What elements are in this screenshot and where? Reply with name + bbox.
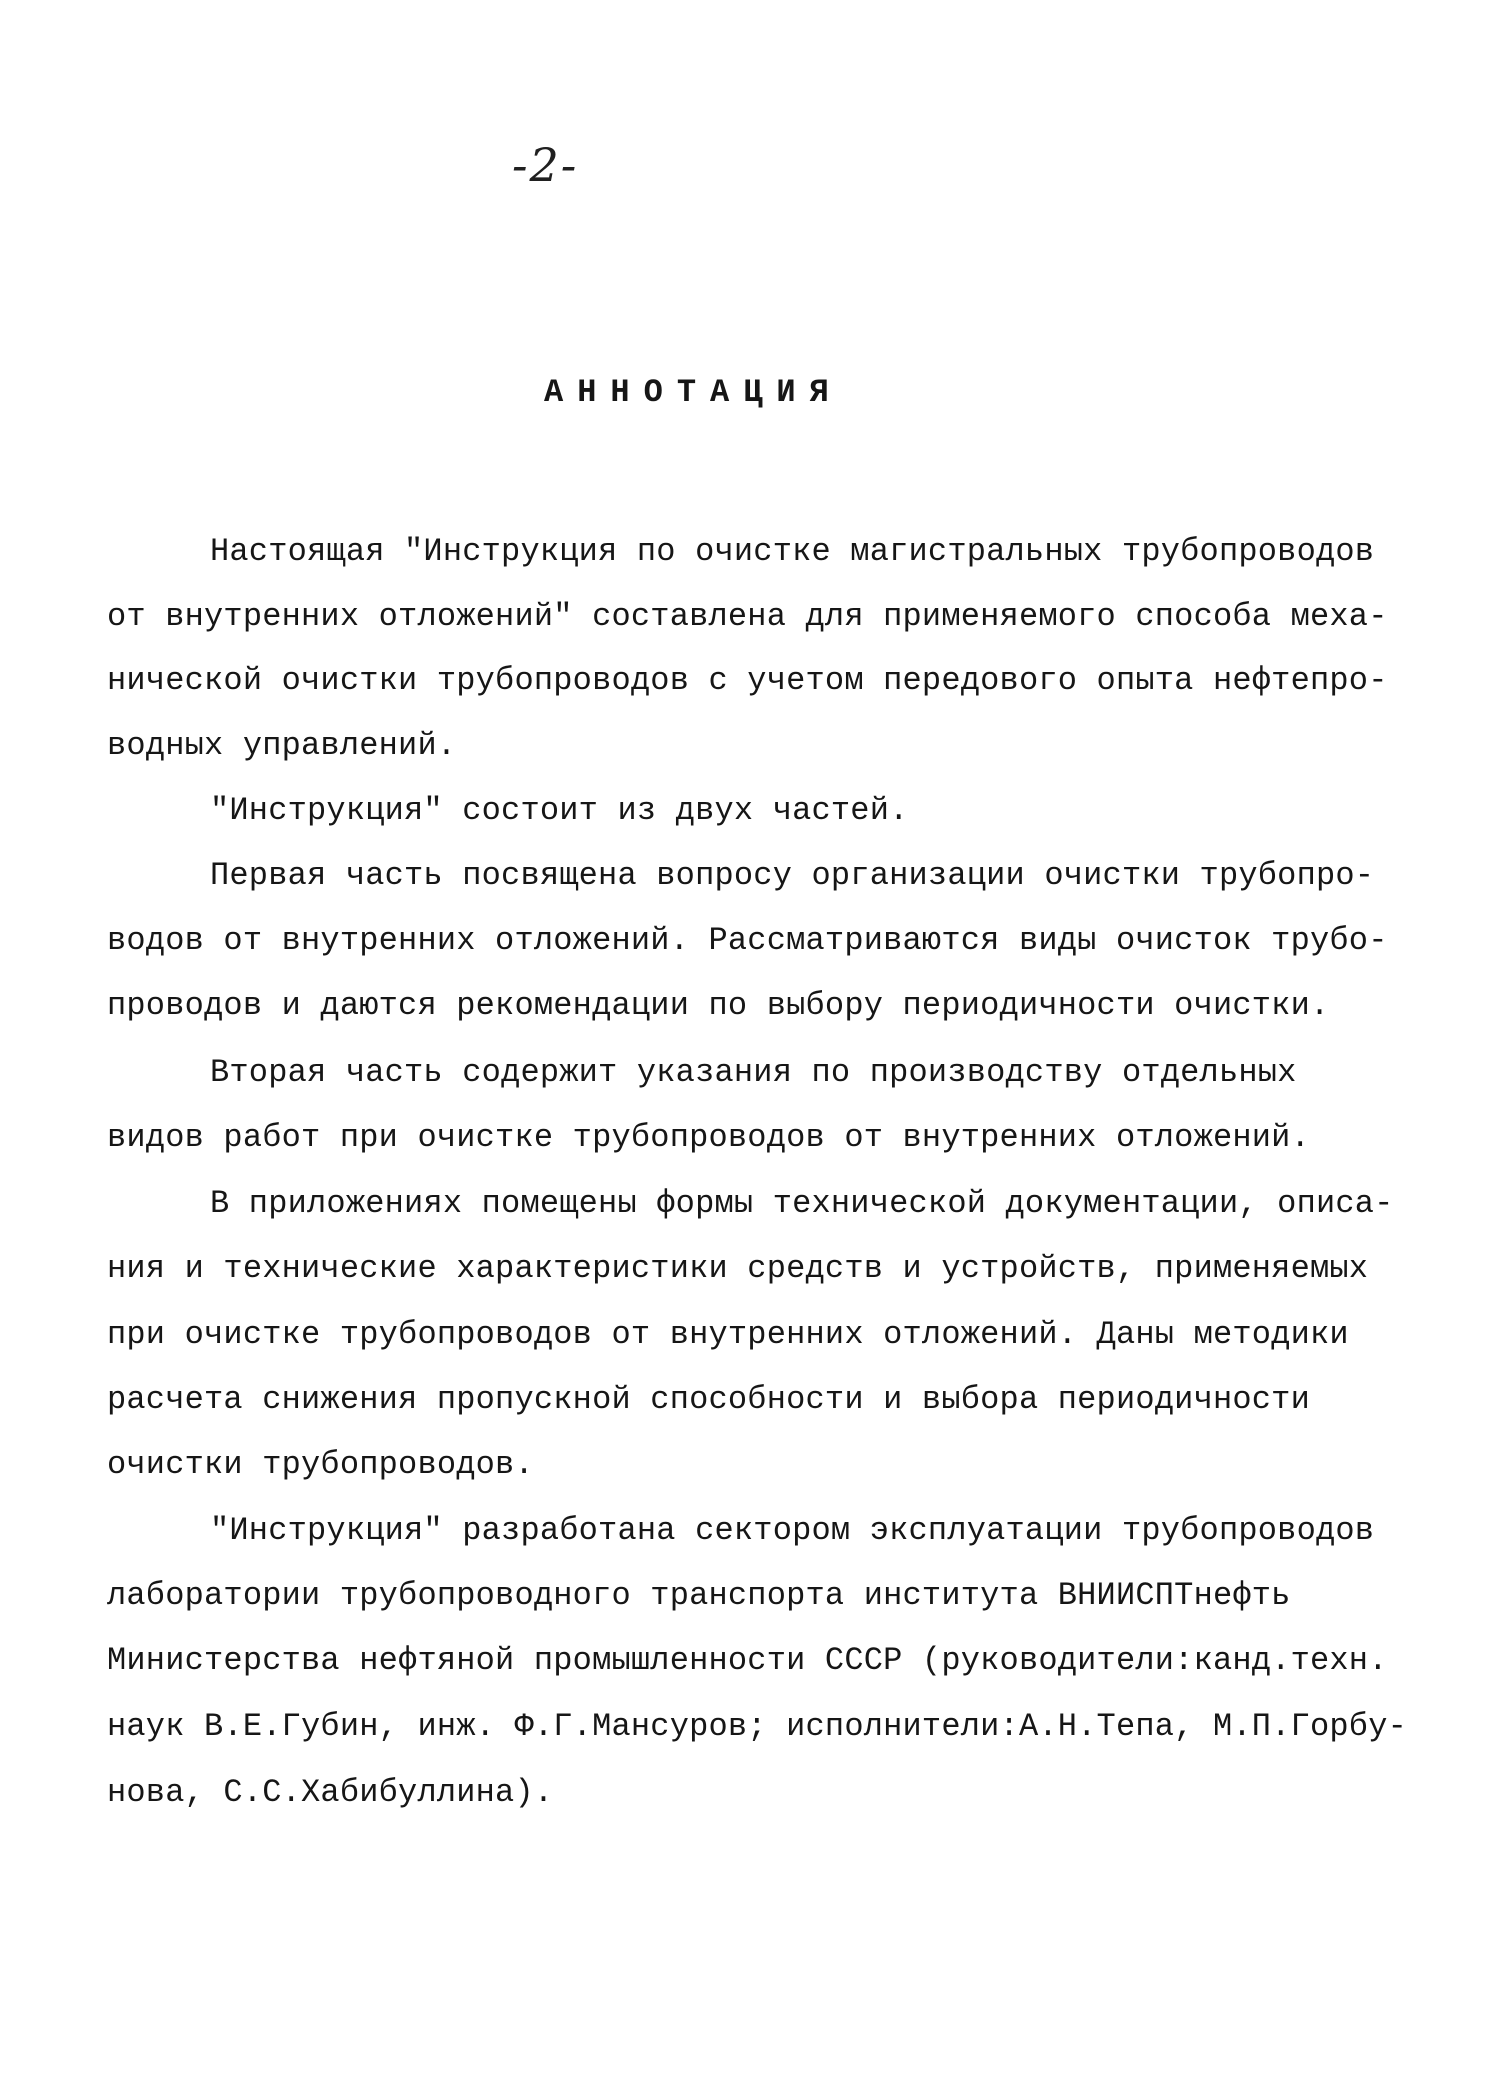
paragraph-line: нической очистки трубопроводов с учетом передового опыта нефтепро- (107, 662, 1388, 699)
paragraph-line: водов от внутренних отложений. Рассматриваются виды очисток трубо- (107, 922, 1388, 959)
paragraph-line: проводов и даются рекомендации по выбору периодичности очистки. (107, 987, 1330, 1024)
paragraph-line: видов работ при очистке трубопроводов от внутренних отложений. (107, 1119, 1310, 1156)
paragraph-line: очистки трубопроводов. (107, 1446, 534, 1483)
paragraph-line: лаборатории трубопроводного транспорта института ВНИИСПТнефть (107, 1577, 1291, 1614)
paragraph-line: наук В.Е.Губин, инж. Ф.Г.Мансуров; исполнители:А.Н.Тепа, М.П.Горбу- (107, 1708, 1408, 1745)
paragraph-line: водных управлений. (107, 727, 457, 764)
paragraph-line: Министерства нефтяной промышленности СССР (руководители:канд.техн. (107, 1642, 1388, 1679)
paragraph-line: расчета снижения пропускной способности и выбора периодичности (107, 1381, 1310, 1418)
paragraph-line: Настоящая "Инструкция по очистке магистральных трубопроводов (210, 533, 1375, 570)
paragraph-line: "Инструкция" разработана сектором эксплуатации трубопроводов (210, 1512, 1375, 1549)
paragraph-line: при очистке трубопроводов от внутренних отложений. Даны методики (107, 1316, 1349, 1353)
paragraph-line: ния и технические характеристики средств и устройств, применяемых (107, 1250, 1369, 1287)
paragraph-line: Первая часть посвящена вопросу организации очистки трубопро- (210, 857, 1375, 894)
page-number: -2- (512, 138, 579, 192)
paragraph-line: Вторая часть содержит указания по производству отдельных (210, 1054, 1297, 1091)
paragraph-line: "Инструкция" состоит из двух частей. (210, 792, 909, 829)
annotation-title: АННОТАЦИЯ (544, 374, 843, 411)
paragraph-line: В приложениях помещены формы технической документации, описа- (210, 1185, 1394, 1222)
paragraph-line: нова, С.С.Хабибуллина). (107, 1774, 554, 1811)
paragraph-line: от внутренних отложений" составлена для применяемого способа меха- (107, 598, 1388, 635)
